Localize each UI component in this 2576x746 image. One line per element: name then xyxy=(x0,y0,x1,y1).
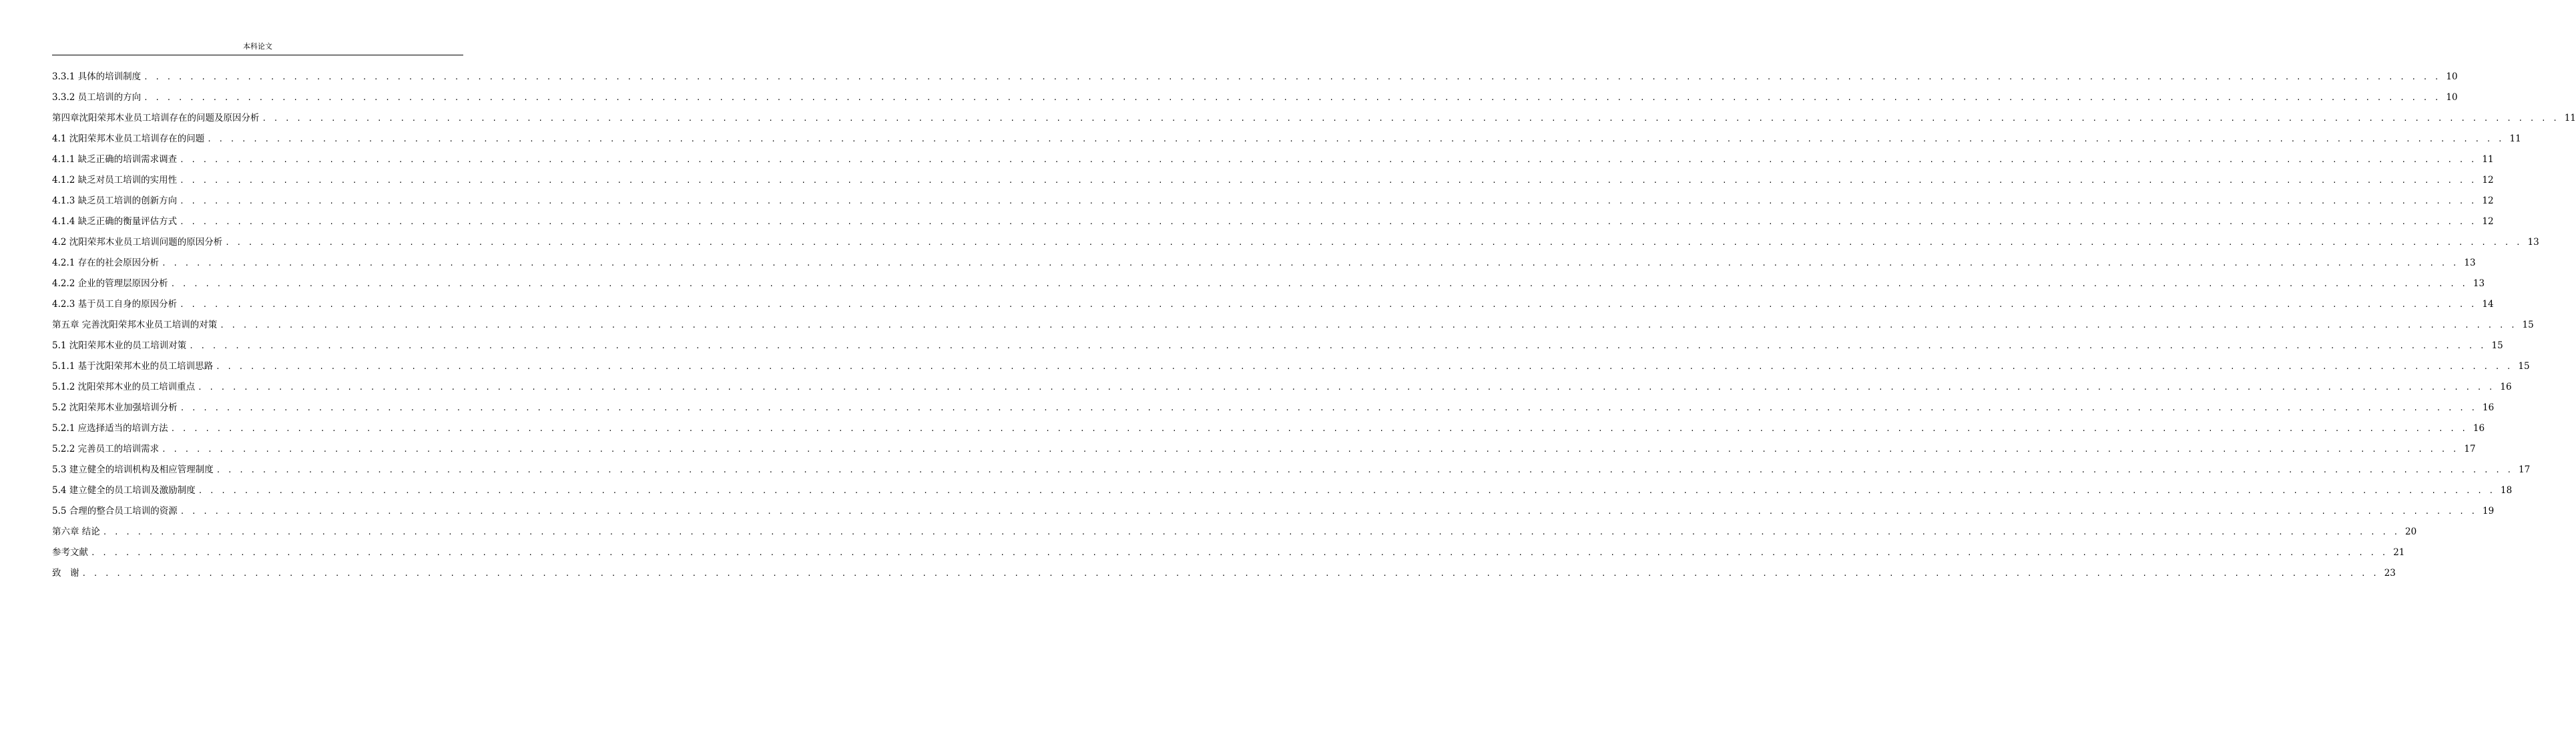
toc-entry-title: 第五章 完善沈阳荣邦木业员工培训的对策 xyxy=(52,320,218,330)
toc-entry-page-number: 13 xyxy=(2464,258,2476,268)
toc-entry[interactable] xyxy=(52,294,2494,315)
toc-entry-page-number: 10 xyxy=(2446,92,2458,103)
toc-entry-title: 5.1.2 沈阳荣邦木业的员工培训重点 xyxy=(52,382,196,392)
toc-entry[interactable] xyxy=(52,87,2458,108)
toc-entry-page-number: 12 xyxy=(2482,196,2494,206)
toc-entry-title: 4.2.1 存在的社会原因分析 xyxy=(52,258,160,268)
toc-dot-leader: . . . . . . . . . . . . . . . . . . . . . . . . . . . . . . . . . . . . . . . . . . . . . . . . . . . . . . . . . . . . . . . . . . . . . . . . . . . . . . . . . . . . . . . . . . . . . . . . . . . . . . . . . . . . . . . . . . . . . . . . . . . . . . . . . . . . . . . . . . . . . . . . . . . . . . . . . . . . . . . . . . . . . . . . . . . . . . . . . . . . . . . . . . . . . . . . . . . . . . . . xyxy=(144,93,2440,102)
toc-entry-page-number: 17 xyxy=(2464,444,2476,454)
toc-entry-title: 4.1.2 缺乏对员工培训的实用性 xyxy=(52,175,178,185)
toc-dot-leader: . . . . . . . . . . . . . . . . . . . . . . . . . . . . . . . . . . . . . . . . . . . . . . . . . . . . . . . . . . . . . . . . . . . . . . . . . . . . . . . . . . . . . . . . . . . . . . . . . . . . . . . . . . . . . . . . . . . . . . . . . . . . . . . . . . . . . . . . . . . . . . . . . . . . . . . . . . . . . . . . . . . . . . . . . . . . . . . . . . . . . . . . . . . . . . . . . . . . . . . . xyxy=(170,424,2468,433)
toc-entry-page-number: 16 xyxy=(2482,402,2495,413)
toc-entry-page-number: 16 xyxy=(2500,382,2512,392)
toc-dot-leader: . . . . . . . . . . . . . . . . . . . . . . . . . . . . . . . . . . . . . . . . . . . . . . . . . . . . . . . . . . . . . . . . . . . . . . . . . . . . . . . . . . . . . . . . . . . . . . . . . . . . . . . . . . . . . . . . . . . . . . . . . . . . . . . . . . . . . . . . . . . . . . . . . . . . . . . . . . . . . . . . . . . . . . . . . . . . . . . . . . . . . . . . . . . . . . . . . . . . . . . . xyxy=(180,404,2477,412)
toc-dot-leader: . . . . . . . . . . . . . . . . . . . . . . . . . . . . . . . . . . . . . . . . . . . . . . . . . . . . . . . . . . . . . . . . . . . . . . . . . . . . . . . . . . . . . . . . . . . . . . . . . . . . . . . . . . . . . . . . . . . . . . . . . . . . . . . . . . . . . . . . . . . . . . . . . . . . . . . . . . . . . . . . . . . . . . . . . . . . . . . . . . . . . . . . . . . . . . . . . . . . . . . . xyxy=(225,238,2522,247)
toc-dot-leader: . . . . . . . . . . . . . . . . . . . . . . . . . . . . . . . . . . . . . . . . . . . . . . . . . . . . . . . . . . . . . . . . . . . . . . . . . . . . . . . . . . . . . . . . . . . . . . . . . . . . . . . . . . . . . . . . . . . . . . . . . . . . . . . . . . . . . . . . . . . . . . . . . . . . . . . . . . . . . . . . . . . . . . . . . . . . . . . . . . . . . . . . . . . . . . . . . . . . . . . . xyxy=(216,362,2513,371)
toc-entry[interactable] xyxy=(52,563,2396,584)
toc-entry-page-number: 12 xyxy=(2482,175,2494,185)
toc-entry[interactable] xyxy=(52,356,2530,377)
toc-dot-leader: . . . . . . . . . . . . . . . . . . . . . . . . . . . . . . . . . . . . . . . . . . . . . . . . . . . . . . . . . . . . . . . . . . . . . . . . . . . . . . . . . . . . . . . . . . . . . . . . . . . . . . . . . . . . . . . . . . . . . . . . . . . . . . . . . . . . . . . . . . . . . . . . . . . . . . . . . . . . . . . . . . . . . . . . . . . . . . . . . . . . . . . . . . . . . . . . . . . . . . . . xyxy=(220,321,2517,330)
toc-dot-leader: . . . . . . . . . . . . . . . . . . . . . . . . . . . . . . . . . . . . . . . . . . . . . . . . . . . . . . . . . . . . . . . . . . . . . . . . . . . . . . . . . . . . . . . . . . . . . . . . . . . . . . . . . . . . . . . . . . . . . . . . . . . . . . . . . . . . . . . . . . . . . . . . . . . . . . . . . . . . . . . . . . . . . . . . . . . . . . . . . . . . . . . . . . . . . . . . . . . . . . . . xyxy=(170,280,2468,288)
toc-entry[interactable] xyxy=(52,191,2494,212)
toc-dot-leader: . . . . . . . . . . . . . . . . . . . . . . . . . . . . . . . . . . . . . . . . . . . . . . . . . . . . . . . . . . . . . . . . . . . . . . . . . . . . . . . . . . . . . . . . . . . . . . . . . . . . . . . . . . . . . . . . . . . . . . . . . . . . . . . . . . . . . . . . . . . . . . . . . . . . . . . . . . . . . . . . . . . . . . . . . . . . . . . . . . . . . . . . . . . . . . . . . . . . . . . . xyxy=(198,383,2495,392)
toc-entry-title: 致 谢 xyxy=(52,568,79,579)
toc-entry-page-number: 15 xyxy=(2518,361,2530,372)
toc-entry[interactable] xyxy=(52,522,2417,542)
toc-entry[interactable] xyxy=(52,439,2476,460)
toc-dot-leader: . . . . . . . . . . . . . . . . . . . . . . . . . . . . . . . . . . . . . . . . . . . . . . . . . . . . . . . . . . . . . . . . . . . . . . . . . . . . . . . . . . . . . . . . . . . . . . . . . . . . . . . . . . . . . . . . . . . . . . . . . . . . . . . . . . . . . . . . . . . . . . . . . . . . . . . . . . . . . . . . . . . . . . . . . . . . . . . . . . . . . . . . . . . . . . . . . . . . . . . . xyxy=(144,73,2440,81)
toc-entry-title: 5.1.1 基于沈阳荣邦木业的员工培训思路 xyxy=(52,361,214,372)
toc-entry[interactable] xyxy=(52,542,2405,563)
toc-entry-title: 参考文献 xyxy=(52,547,88,558)
toc-entry[interactable] xyxy=(52,480,2513,501)
toc-entry[interactable] xyxy=(52,398,2495,418)
toc-entry-page-number: 17 xyxy=(2518,464,2531,475)
toc-dot-leader: . . . . . . . . . . . . . . . . . . . . . . . . . . . . . . . . . . . . . . . . . . . . . . . . . . . . . . . . . . . . . . . . . . . . . . . . . . . . . . . . . . . . . . . . . . . . . . . . . . . . . . . . . . . . . . . . . . . . . . . . . . . . . . . . . . . . . . . . . . . . . . . . . . . . . . . . . . . . . . . . . . . . . . . . . . . . . . . . . . . . . . . . . . . . . . . . . . . . . . . . xyxy=(180,507,2477,516)
toc-dot-leader: . . . . . . . . . . . . . . . . . . . . . . . . . . . . . . . . . . . . . . . . . . . . . . . . . . . . . . . . . . . . . . . . . . . . . . . . . . . . . . . . . . . . . . . . . . . . . . . . . . . . . . . . . . . . . . . . . . . . . . . . . . . . . . . . . . . . . . . . . . . . . . . . . . . . . . . . . . . . . . . . . . . . . . . . . . . . . . . . . . . . . . . . . . . . . . . . . . . . . . . . xyxy=(189,342,2486,350)
toc-entry[interactable] xyxy=(52,67,2458,87)
table-of-contents xyxy=(52,67,2576,584)
toc-entry-title: 5.2.1 应选择适当的培训方法 xyxy=(52,423,168,434)
toc-entry-title: 3.3.1 具体的培训制度 xyxy=(52,71,142,82)
toc-dot-leader: . . . . . . . . . . . . . . . . . . . . . . . . . . . . . . . . . . . . . . . . . . . . . . . . . . . . . . . . . . . . . . . . . . . . . . . . . . . . . . . . . . . . . . . . . . . . . . . . . . . . . . . . . . . . . . . . . . . . . . . . . . . . . . . . . . . . . . . . . . . . . . . . . . . . . . . . . . . . . . . . . . . . . . . . . . . . . . . . . . . . . . . . . . . . . . . . . . . . . . . . xyxy=(216,466,2513,474)
toc-entry-title: 5.2 沈阳荣邦木业加强培训分析 xyxy=(52,402,178,413)
toc-entry-title: 4.2 沈阳荣邦木业员工培训问题的原因分析 xyxy=(52,237,223,248)
toc-entry-title: 4.1 沈阳荣邦木业员工培训存在的问题 xyxy=(52,133,205,144)
toc-entry-page-number: 13 xyxy=(2527,237,2539,248)
toc-dot-leader: . . . . . . . . . . . . . . . . . . . . . . . . . . . . . . . . . . . . . . . . . . . . . . . . . . . . . . . . . . . . . . . . . . . . . . . . . . . . . . . . . . . . . . . . . . . . . . . . . . . . . . . . . . . . . . . . . . . . . . . . . . . . . . . . . . . . . . . . . . . . . . . . . . . . . . . . . . . . . . . . . . . . . . . . . . . . . . . . . . . . . . . . . . . . . . . . . . . . . . . . xyxy=(198,486,2495,495)
toc-dot-leader: . . . . . . . . . . . . . . . . . . . . . . . . . . . . . . . . . . . . . . . . . . . . . . . . . . . . . . . . . . . . . . . . . . . . . . . . . . . . . . . . . . . . . . . . . . . . . . . . . . . . . . . . . . . . . . . . . . . . . . . . . . . . . . . . . . . . . . . . . . . . . . . . . . . . . . . . . . . . . . . . . . . . . . . . . . . . . . . . . . . . . . . . . . . . . . . . . . . . . . . . xyxy=(102,528,2400,536)
toc-entry[interactable] xyxy=(52,212,2494,232)
toc-entry-page-number: 10 xyxy=(2446,71,2458,82)
toc-entry-page-number: 12 xyxy=(2482,216,2494,227)
toc-dot-leader: . . . . . . . . . . . . . . . . . . . . . . . . . . . . . . . . . . . . . . . . . . . . . . . . . . . . . . . . . . . . . . . . . . . . . . . . . . . . . . . . . . . . . . . . . . . . . . . . . . . . . . . . . . . . . . . . . . . . . . . . . . . . . . . . . . . . . . . . . . . . . . . . . . . . . . . . . . . . . . . . . . . . . . . . . . . . . . . . . . . . . . . . . . . . . . . . . . . . . . . . xyxy=(262,114,2559,123)
toc-entry-title: 第四章沈阳荣邦木业员工培训存在的问题及原因分析 xyxy=(52,113,260,123)
toc-entry-page-number: 18 xyxy=(2500,485,2513,496)
page-header-title: 本科论文 xyxy=(243,42,272,51)
toc-entry-title: 第六章 结论 xyxy=(52,526,100,537)
toc-dot-leader: . . . . . . . . . . . . . . . . . . . . . . . . . . . . . . . . . . . . . . . . . . . . . . . . . . . . . . . . . . . . . . . . . . . . . . . . . . . . . . . . . . . . . . . . . . . . . . . . . . . . . . . . . . . . . . . . . . . . . . . . . . . . . . . . . . . . . . . . . . . . . . . . . . . . . . . . . . . . . . . . . . . . . . . . . . . . . . . . . . . . . . . . . . . . . . . . . . . . . . . . xyxy=(180,300,2477,309)
toc-entry-page-number: 15 xyxy=(2522,320,2534,330)
toc-entry-page-number: 16 xyxy=(2473,423,2485,434)
toc-entry-page-number: 11 xyxy=(2564,113,2576,123)
toc-entry[interactable] xyxy=(52,336,2503,356)
toc-entry-page-number: 19 xyxy=(2482,506,2495,516)
toc-entry-title: 5.5 合理的整合员工培训的资源 xyxy=(52,506,178,516)
toc-entry-page-number: 13 xyxy=(2473,278,2485,289)
toc-entry[interactable] xyxy=(52,149,2494,170)
toc-entry[interactable] xyxy=(52,232,2539,253)
toc-entry[interactable] xyxy=(52,377,2512,398)
toc-entry-title: 5.2.2 完善员工的培训需求 xyxy=(52,444,160,454)
toc-entry-title: 3.3.2 员工培训的方向 xyxy=(52,92,142,103)
toc-entry[interactable] xyxy=(52,418,2485,439)
toc-dot-leader: . . . . . . . . . . . . . . . . . . . . . . . . . . . . . . . . . . . . . . . . . . . . . . . . . . . . . . . . . . . . . . . . . . . . . . . . . . . . . . . . . . . . . . . . . . . . . . . . . . . . . . . . . . . . . . . . . . . . . . . . . . . . . . . . . . . . . . . . . . . . . . . . . . . . . . . . . . . . . . . . . . . . . . . . . . . . . . . . . . . . . . . . . . . . . . . . . . . . . . . . xyxy=(91,548,2388,557)
toc-dot-leader: . . . . . . . . . . . . . . . . . . . . . . . . . . . . . . . . . . . . . . . . . . . . . . . . . . . . . . . . . . . . . . . . . . . . . . . . . . . . . . . . . . . . . . . . . . . . . . . . . . . . . . . . . . . . . . . . . . . . . . . . . . . . . . . . . . . . . . . . . . . . . . . . . . . . . . . . . . . . . . . . . . . . . . . . . . . . . . . . . . . . . . . . . . . . . . . . . . . . . . . . xyxy=(180,218,2477,226)
toc-entry[interactable] xyxy=(52,108,2576,129)
toc-entry-title: 5.3 建立健全的培训机构及相应管理制度 xyxy=(52,464,214,475)
toc-dot-leader: . . . . . . . . . . . . . . . . . . . . . . . . . . . . . . . . . . . . . . . . . . . . . . . . . . . . . . . . . . . . . . . . . . . . . . . . . . . . . . . . . . . . . . . . . . . . . . . . . . . . . . . . . . . . . . . . . . . . . . . . . . . . . . . . . . . . . . . . . . . . . . . . . . . . . . . . . . . . . . . . . . . . . . . . . . . . . . . . . . . . . . . . . . . . . . . . . . . . . . . . xyxy=(207,135,2504,143)
toc-entry[interactable] xyxy=(52,315,2534,336)
toc-entry-title: 4.2.3 基于员工自身的原因分析 xyxy=(52,299,178,310)
toc-entry-page-number: 20 xyxy=(2405,526,2417,537)
toc-entry-page-number: 14 xyxy=(2482,299,2494,310)
toc-entry-page-number: 21 xyxy=(2393,547,2405,558)
toc-entry-title: 4.1.3 缺乏员工培训的创新方向 xyxy=(52,196,178,206)
toc-entry-title: 4.2.2 企业的管理层原因分析 xyxy=(52,278,168,289)
toc-entry[interactable] xyxy=(52,460,2531,480)
toc-dot-leader: . . . . . . . . . . . . . . . . . . . . . . . . . . . . . . . . . . . . . . . . . . . . . . . . . . . . . . . . . . . . . . . . . . . . . . . . . . . . . . . . . . . . . . . . . . . . . . . . . . . . . . . . . . . . . . . . . . . . . . . . . . . . . . . . . . . . . . . . . . . . . . . . . . . . . . . . . . . . . . . . . . . . . . . . . . . . . . . . . . . . . . . . . . . . . . . . . . . . . . . . xyxy=(81,569,2378,578)
toc-dot-leader: . . . . . . . . . . . . . . . . . . . . . . . . . . . . . . . . . . . . . . . . . . . . . . . . . . . . . . . . . . . . . . . . . . . . . . . . . . . . . . . . . . . . . . . . . . . . . . . . . . . . . . . . . . . . . . . . . . . . . . . . . . . . . . . . . . . . . . . . . . . . . . . . . . . . . . . . . . . . . . . . . . . . . . . . . . . . . . . . . . . . . . . . . . . . . . . . . . . . . . . . xyxy=(180,176,2477,185)
toc-entry[interactable] xyxy=(52,253,2476,274)
toc-entry-title: 5.1 沈阳荣邦木业的员工培训对策 xyxy=(52,340,187,351)
toc-entry[interactable] xyxy=(52,129,2521,149)
toc-entry[interactable] xyxy=(52,501,2495,522)
toc-entry-page-number: 11 xyxy=(2482,154,2494,165)
toc-entry-page-number: 11 xyxy=(2509,133,2521,144)
toc-dot-leader: . . . . . . . . . . . . . . . . . . . . . . . . . . . . . . . . . . . . . . . . . . . . . . . . . . . . . . . . . . . . . . . . . . . . . . . . . . . . . . . . . . . . . . . . . . . . . . . . . . . . . . . . . . . . . . . . . . . . . . . . . . . . . . . . . . . . . . . . . . . . . . . . . . . . . . . . . . . . . . . . . . . . . . . . . . . . . . . . . . . . . . . . . . . . . . . . . . . . . . . . xyxy=(162,259,2459,268)
toc-entry[interactable] xyxy=(52,170,2494,191)
toc-dot-leader: . . . . . . . . . . . . . . . . . . . . . . . . . . . . . . . . . . . . . . . . . . . . . . . . . . . . . . . . . . . . . . . . . . . . . . . . . . . . . . . . . . . . . . . . . . . . . . . . . . . . . . . . . . . . . . . . . . . . . . . . . . . . . . . . . . . . . . . . . . . . . . . . . . . . . . . . . . . . . . . . . . . . . . . . . . . . . . . . . . . . . . . . . . . . . . . . . . . . . . . . xyxy=(180,155,2477,164)
toc-dot-leader: . . . . . . . . . . . . . . . . . . . . . . . . . . . . . . . . . . . . . . . . . . . . . . . . . . . . . . . . . . . . . . . . . . . . . . . . . . . . . . . . . . . . . . . . . . . . . . . . . . . . . . . . . . . . . . . . . . . . . . . . . . . . . . . . . . . . . . . . . . . . . . . . . . . . . . . . . . . . . . . . . . . . . . . . . . . . . . . . . . . . . . . . . . . . . . . . . . . . . . . . xyxy=(162,445,2459,454)
toc-entry-title: 4.1.1 缺乏正确的培训需求调查 xyxy=(52,154,178,165)
toc-entry[interactable] xyxy=(52,274,2485,294)
toc-entry-page-number: 23 xyxy=(2384,568,2396,579)
toc-dot-leader: . . . . . . . . . . . . . . . . . . . . . . . . . . . . . . . . . . . . . . . . . . . . . . . . . . . . . . . . . . . . . . . . . . . . . . . . . . . . . . . . . . . . . . . . . . . . . . . . . . . . . . . . . . . . . . . . . . . . . . . . . . . . . . . . . . . . . . . . . . . . . . . . . . . . . . . . . . . . . . . . . . . . . . . . . . . . . . . . . . . . . . . . . . . . . . . . . . . . . . . . xyxy=(180,197,2477,206)
toc-entry-title: 5.4 建立健全的员工培训及激励制度 xyxy=(52,485,196,496)
toc-entry-title: 4.1.4 缺乏正确的衡量评估方式 xyxy=(52,216,178,227)
toc-entry-page-number: 15 xyxy=(2491,340,2503,351)
